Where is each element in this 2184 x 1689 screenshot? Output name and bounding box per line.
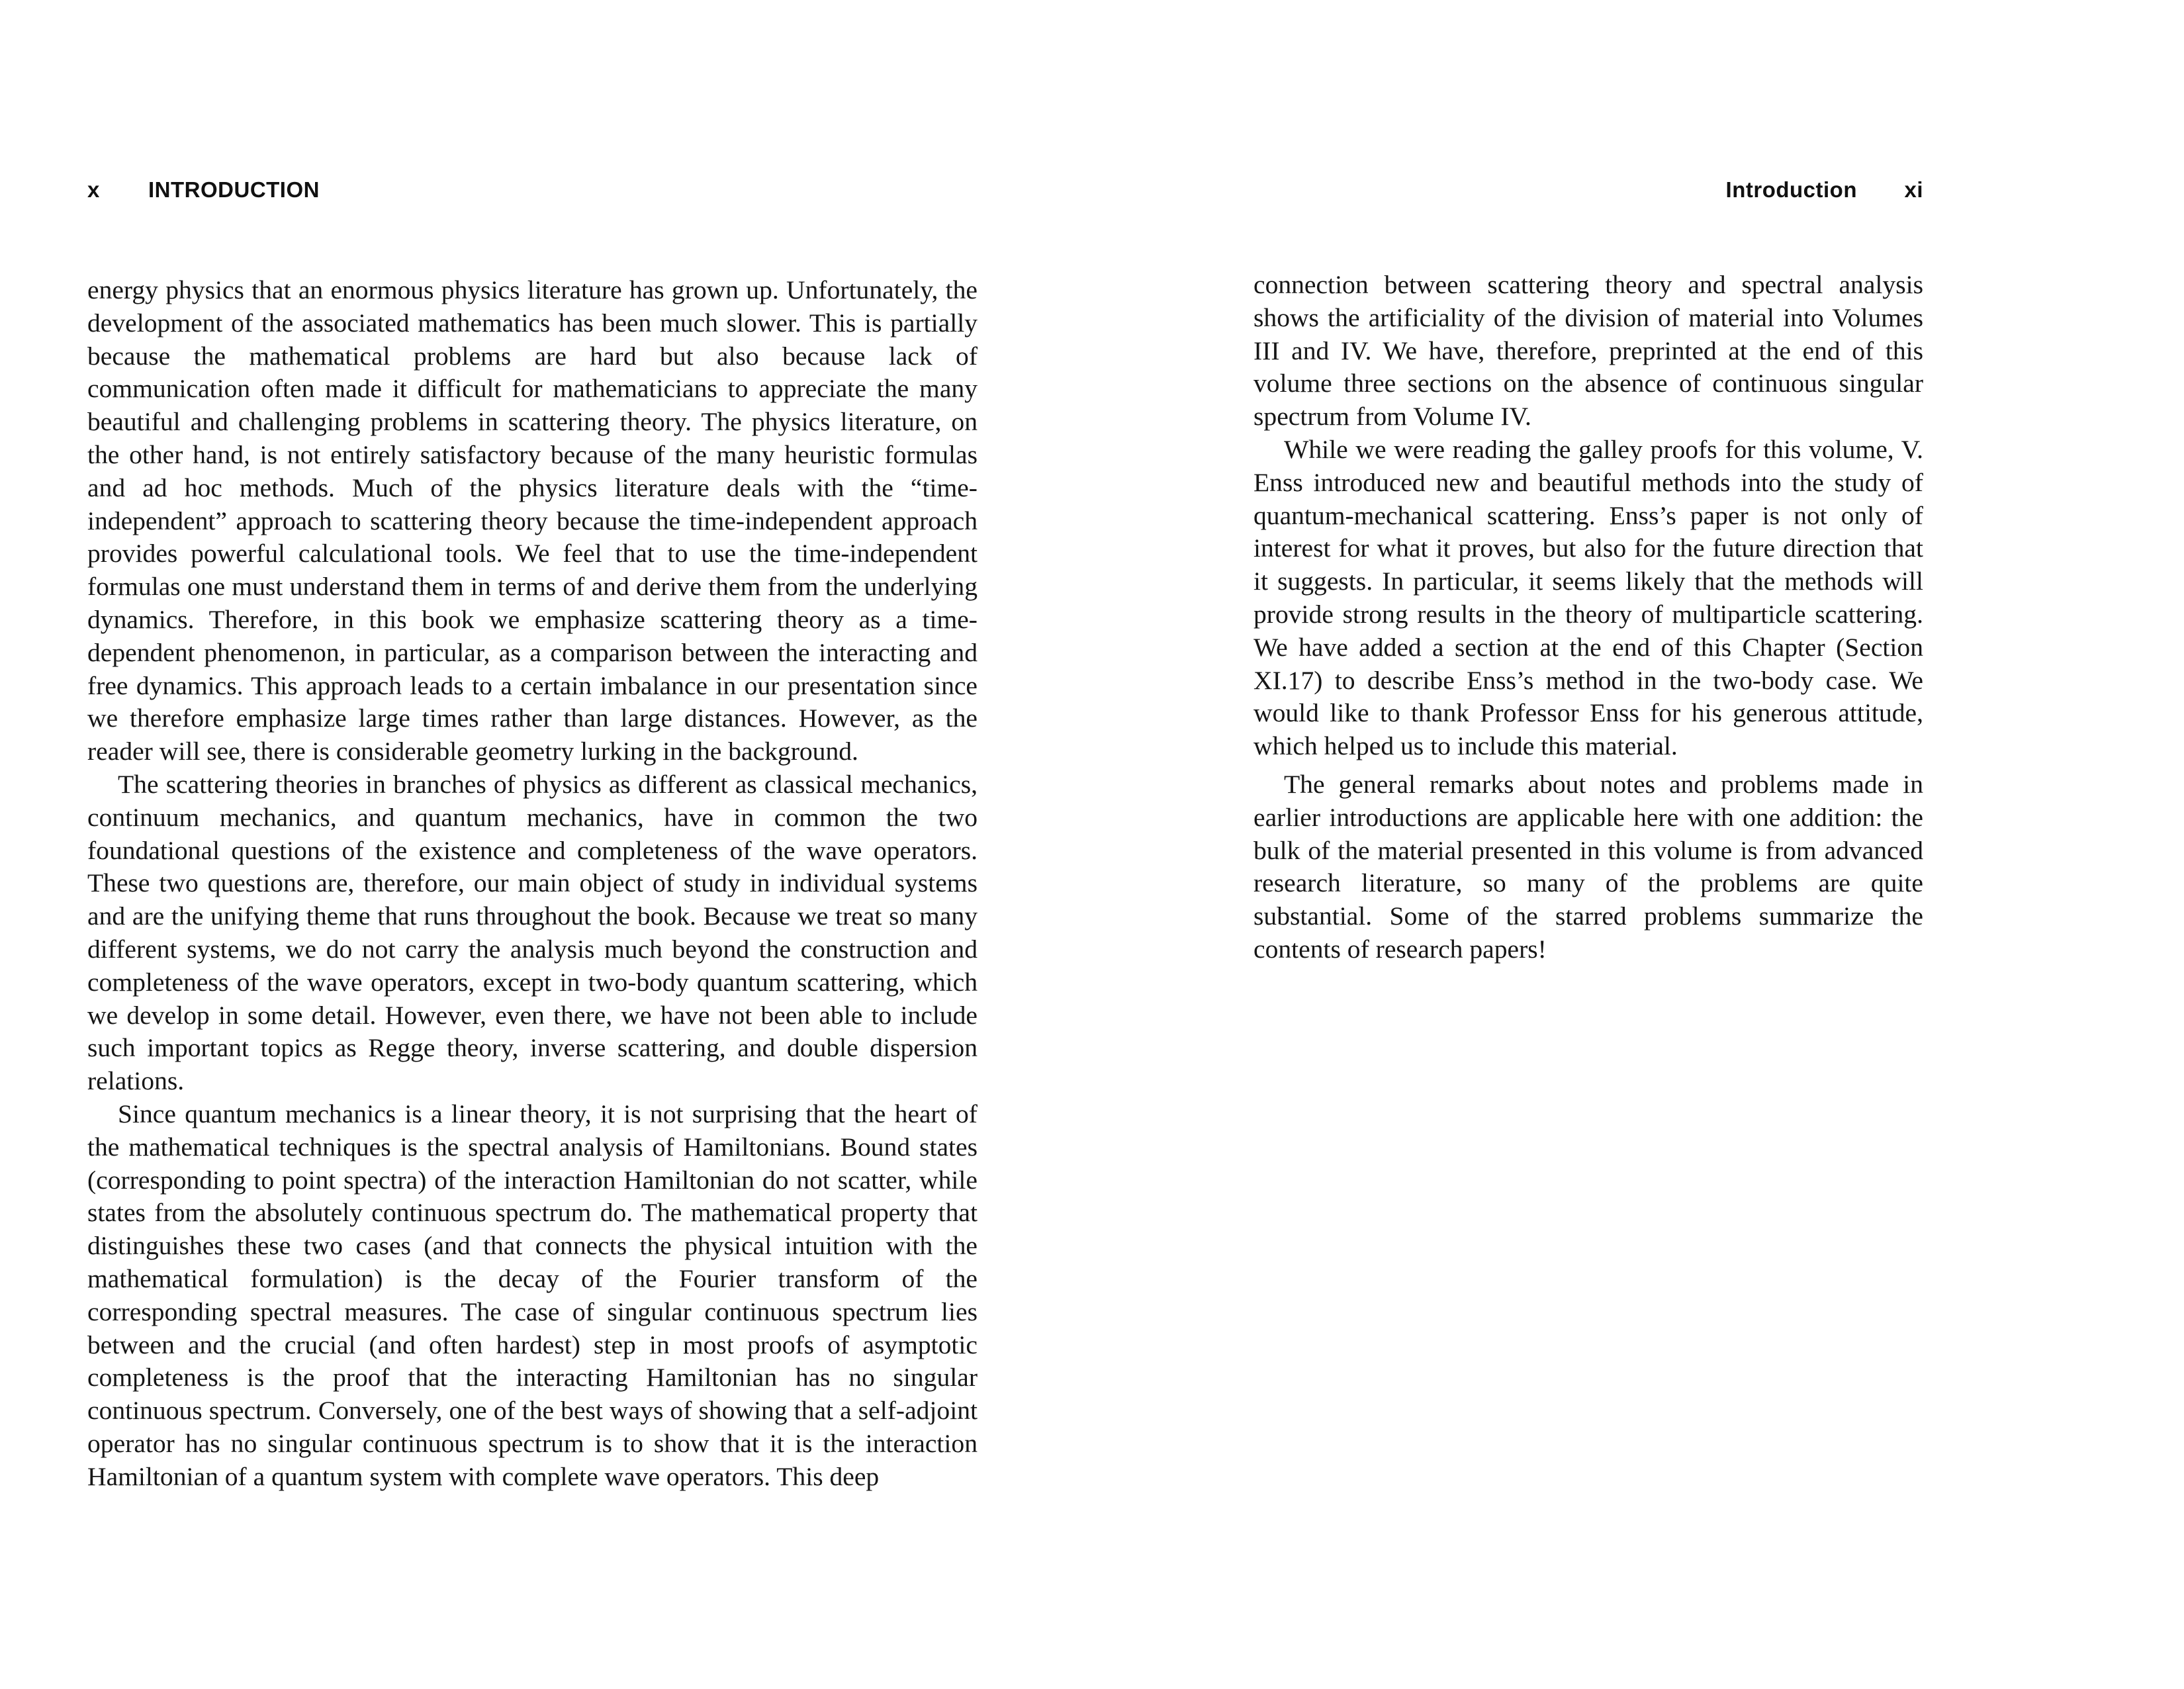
right-running-title: Introduction: [1725, 177, 1857, 202]
left-running-title: INTRODUCTION: [148, 177, 320, 202]
left-paragraph-1: energy physics that an enormous physics literature has grown up. Unfortunately, the development of the associated mathematics has been much slower. This is partially because the mathematical problems are hard but also because lack of communication often made it difficult for mathematicians to appreciate the many beautiful and challenging problems in scattering theory. The physics literature, on the other hand, is not entirely satisfactory because of the many heuristic formulas and ad hoc methods. Much of the physics literature deals with the “time-independent” approach to scattering theory because the time-independent approach provides powerful calculational tools. We feel that to use the time-independent formulas one must understand them in terms of and derive them from the underlying dynamics. Therefore, in this book we emphasize scattering theory as a time-dependent phenomenon, in particular, as a comparison between the interacting and free dynamics. This approach leads to a certain imbalance in our presentation since we therefore emphasize large times rather than large distances. However, as the reader will see, there is considerable geometry lurking in the background.: [87, 275, 978, 766]
right-page-number: xi: [1904, 177, 1923, 202]
right-running-head: [1251, 173, 1923, 206]
right-paragraph-1: connection between scattering theory and spectral analysis shows the artificiality of the division of material into Volumes III and IV. We have, therefore, preprinted at the end of this volume three sections on the absence of continuous singular spectrum from Volume IV.: [1253, 270, 1923, 432]
right-page: [1092, 0, 2184, 1689]
right-paragraph-3: The general remarks about notes and problems made in earlier introductions are applicable here with one addition: the bulk of the material presented in this volume is from advanced research literature, so many of the problems are quite substantial. Some of the starred problems summarize the contents of research papers!: [1253, 769, 1923, 964]
left-paragraph-2: The scattering theories in branches of physics as different as classical mechanics, continuum mechanics, and quantum mechanics, have in common the two foundational questions of the existence and completeness of the wave operators. These two questions are, therefore, our main object of study in individual systems and are the unifying theme that runs throughout the book. Because we treat so many different systems, we do not carry the analysis much beyond the construction and completeness of the wave operators, except in two-body quantum scattering, which we develop in some detail. However, even there, we have not been able to include such important topics as Regge theory, inverse scattering, and double dispersion relations.: [87, 769, 978, 1096]
left-paragraph-3: Since quantum mechanics is a linear theory, it is not surprising that the heart of the mathematical techniques is the spectral analysis of Hamiltonians. Bound states (corresponding to point spectra) of the interaction Hamiltonian do not scatter, while states from the absolutely continuous spectrum do. The mathematical property that distinguishes these two cases (and that connects the physical intuition with the mathematical formulation) is the decay of the Fourier transform of the corresponding spectral measures. The case of singular continuous spectrum lies between and the crucial (and often hardest) step in most proofs of asymptotic completeness is the proof that the interacting Hamiltonian has no singular continuous spectrum. Conversely, one of the best ways of showing that a self-adjoint operator has no singular continuous spectrum is to show that it is the interaction Hamiltonian of a quantum system with complete wave operators. This deep: [87, 1099, 978, 1491]
left-running-head: [87, 173, 981, 206]
left-body-text: [87, 274, 978, 1493]
left-page-number: x: [87, 177, 100, 202]
right-paragraph-2: While we were reading the galley proofs for this volume, V. Enss introduced new and beautiful methods into the study of quantum-mechanical scattering. Enss’s paper is not only of interest for what it proves, but also for the future direction that it suggests. In particular, it seems likely that the methods will provide strong results in the theory of multiparticle scattering. We have added a section at the end of this Chapter (Section XI.17) to describe Enss’s method in the two-body case. We would like to thank Professor Enss for his generous attitude, which helped us to include this material.: [1253, 434, 1923, 761]
right-body-text: [1253, 269, 1923, 966]
